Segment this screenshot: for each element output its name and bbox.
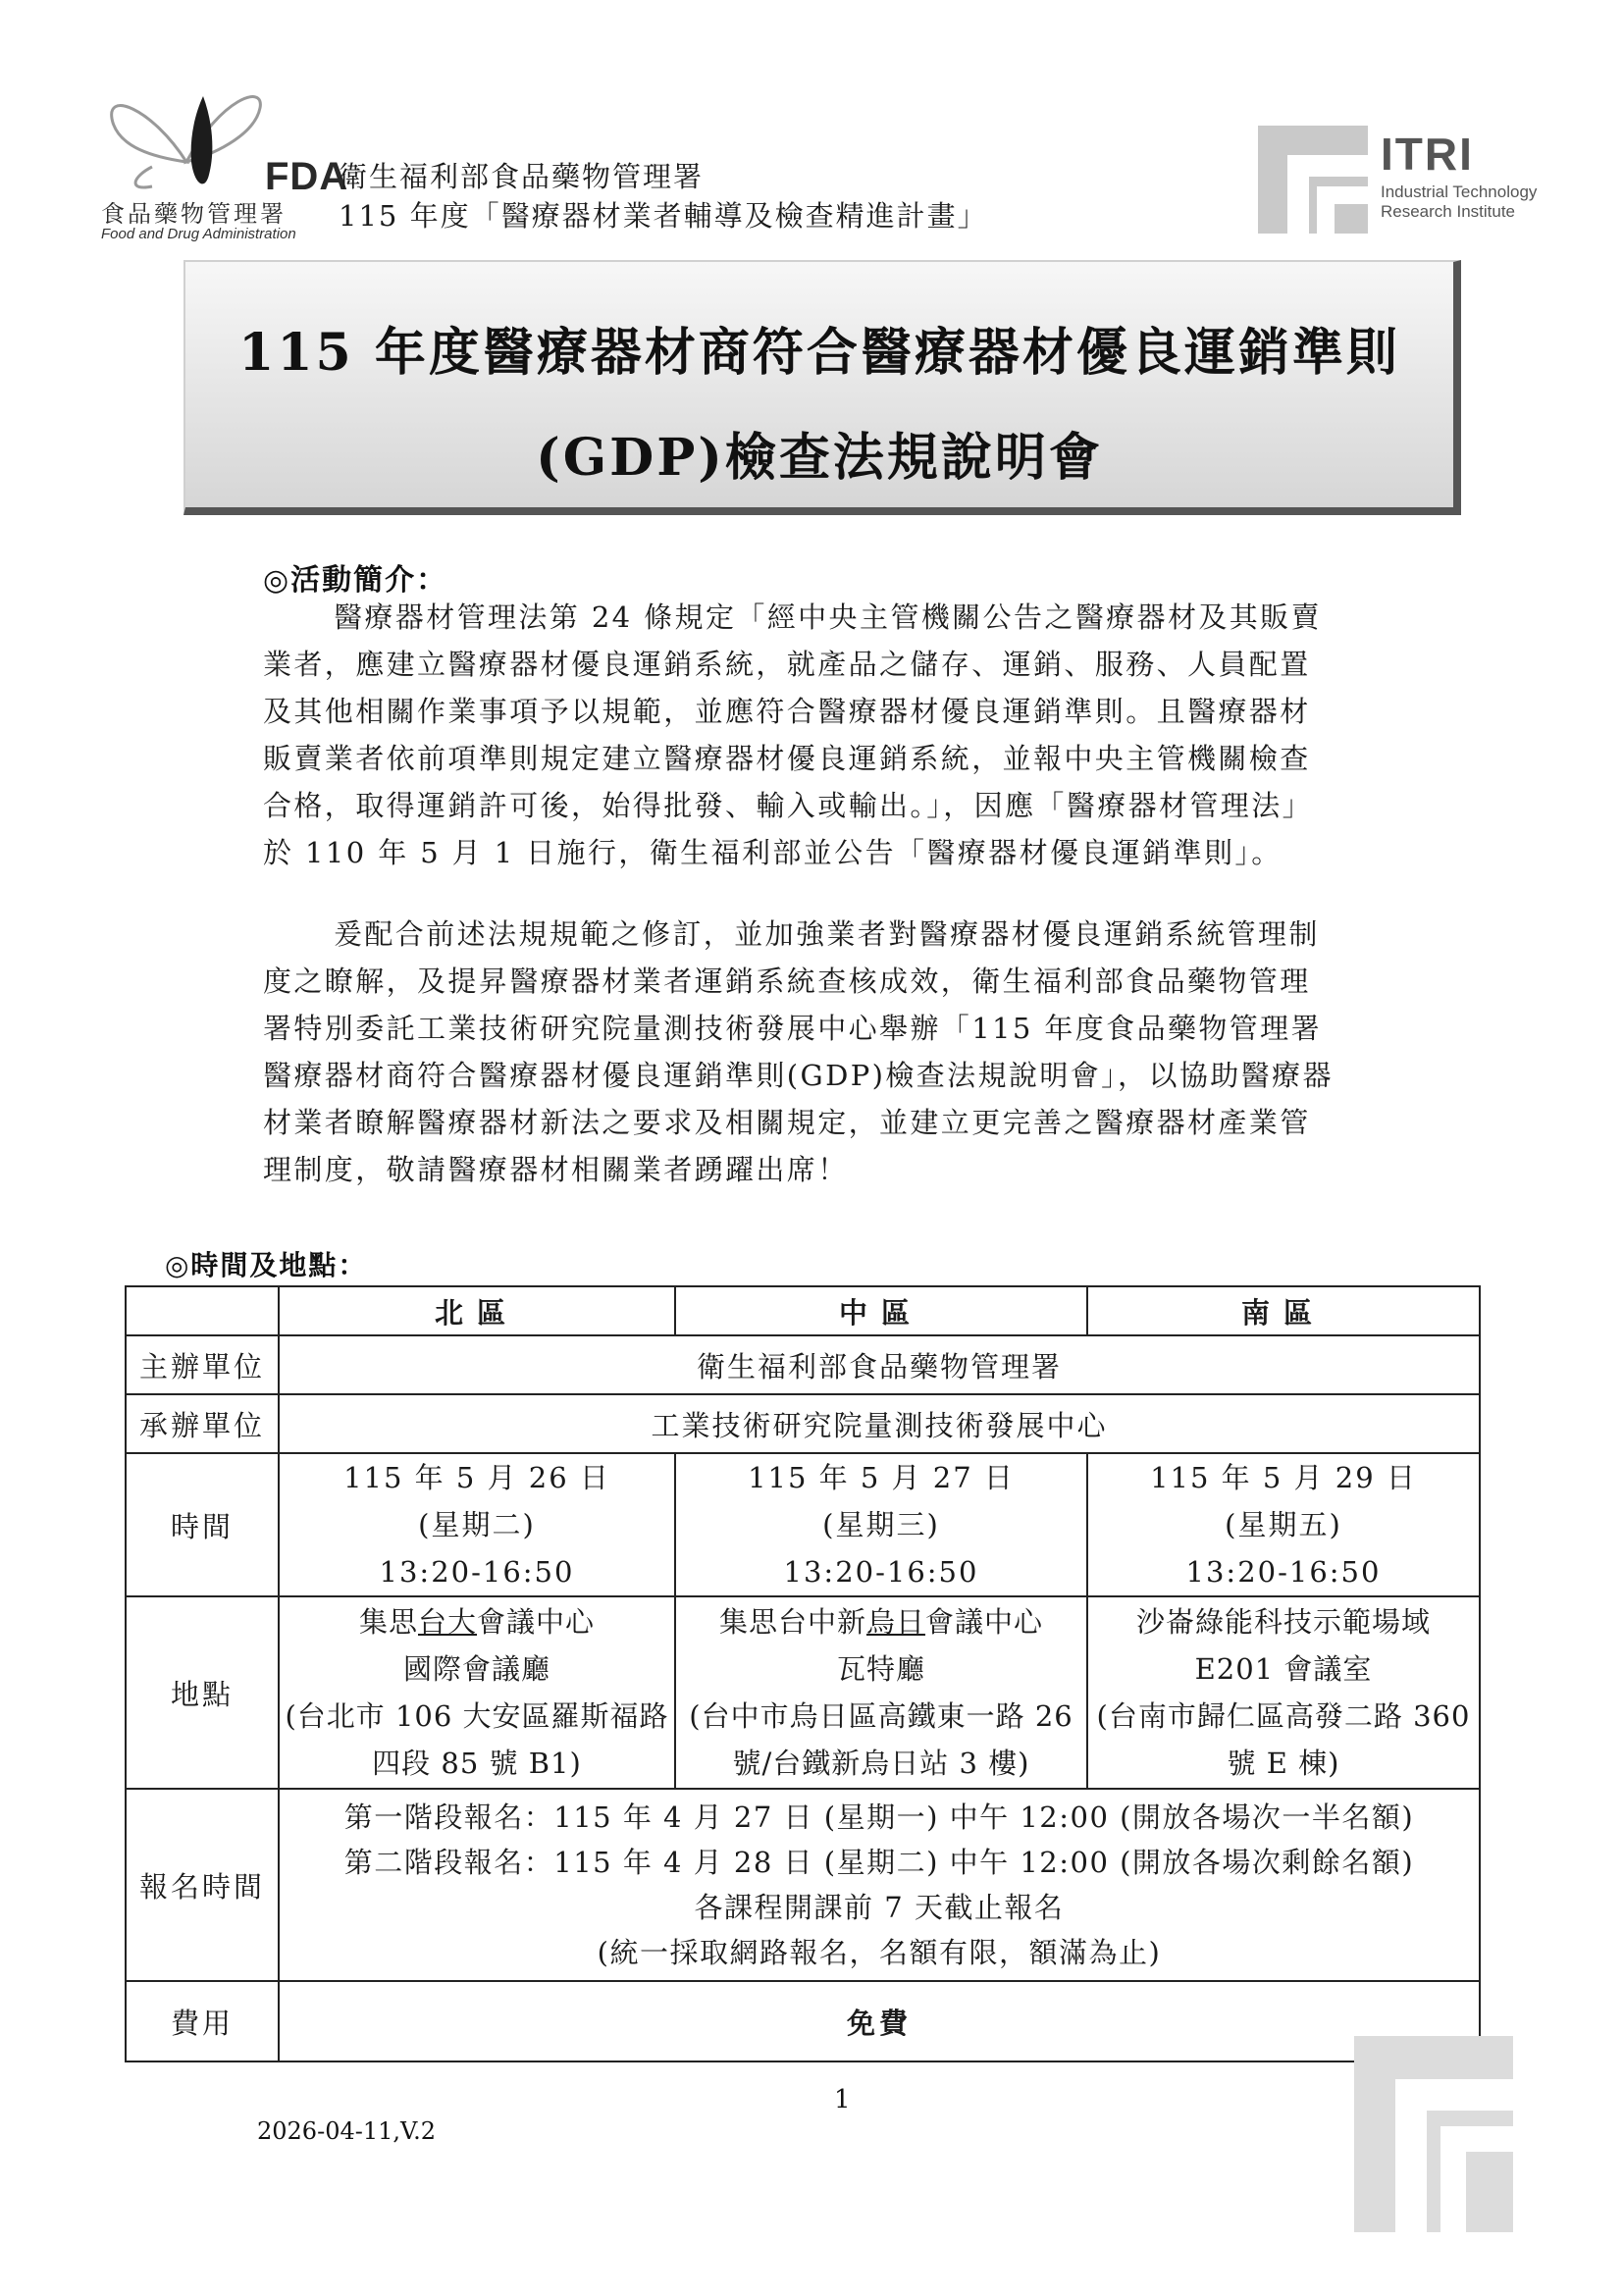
paragraph-line: 醫療器材商符合醫療器材優良運銷準則(GDP)檢查法規說明會」，以協助醫療器 [263, 1059, 1334, 1092]
venue: 集思台大會議中心 [358, 1605, 596, 1639]
venue: 沙崙綠能科技示範場域 [1135, 1605, 1431, 1639]
organizer-value: 衛生福利部食品藥物管理署 [279, 1335, 1480, 1394]
table-row-time [126, 1453, 1480, 1596]
location-south [1087, 1596, 1480, 1789]
weekday: (星期五) [1225, 1508, 1342, 1541]
paragraph-line: 販賣業者依前項準則規定建立醫療器材優良運銷系統，並報中央主管機關檢查 [263, 742, 1311, 775]
table-corner-cell [126, 1286, 279, 1335]
header-agency-block [339, 157, 988, 235]
fda-logo-mark: FDA [265, 155, 349, 198]
table-row-organizer [126, 1335, 1480, 1394]
itri-watermark-icon [1354, 2036, 1513, 2232]
title-banner [183, 260, 1461, 515]
hours: 13:20-16:50 [1185, 1555, 1382, 1589]
room: E201 會議室 [1194, 1652, 1373, 1686]
paragraph-line: 及其他相關作業事項予以規範，並應符合醫療器材優良運銷準則。且醫療器材 [263, 695, 1311, 728]
address-line: (台北市 106 大安區羅斯福路 [285, 1699, 669, 1733]
fda-logo [93, 69, 349, 255]
address-line: 四段 85 號 B1) [372, 1747, 582, 1780]
fee-value: 免費 [279, 1981, 1480, 2061]
table-header-row [126, 1286, 1480, 1335]
schedule-table [125, 1285, 1481, 2062]
table-row-location [126, 1596, 1480, 1789]
fda-logo-name-cn: 食品藥物管理署 [101, 200, 287, 228]
itri-logo [1258, 126, 1552, 234]
location-central [675, 1596, 1087, 1789]
table-row-fee [126, 1981, 1480, 2061]
paragraph-line: 材業者瞭解醫療器材新法之要求及相關規定，並建立更完善之醫療器材產業管 [263, 1106, 1311, 1139]
room: 瓦特廳 [836, 1652, 925, 1686]
paragraph-line: 合格，取得運銷許可後，始得批發、輸入或輸出。」，因應「醫療器材管理法」 [263, 789, 1314, 822]
address-line: (台中市烏日區高鐵東一路 26 [689, 1699, 1073, 1733]
date: 115 年 5 月 27 日 [748, 1461, 1015, 1494]
venue: 集思台中新烏日會議中心 [718, 1605, 1044, 1639]
registration-line: 第二階段報名：115 年 4 月 28 日 (星期二) 中午 12:00 (開放各場次剩餘名額) [343, 1846, 1415, 1879]
row-label-registration: 報名時間 [126, 1789, 279, 1981]
row-label-time: 時間 [126, 1453, 279, 1596]
address-line: (台南市歸仁區高發二路 360 [1096, 1699, 1471, 1733]
room: 國際會議廳 [402, 1652, 550, 1686]
row-label-organizer: 主辦單位 [126, 1335, 279, 1394]
table-row-co-organizer [126, 1394, 1480, 1453]
row-label-fee: 費用 [126, 1981, 279, 2061]
paragraph-line: 度之瞭解，及提昇醫療器材業者運銷系統查核成效，衛生福利部食品藥物管理 [263, 965, 1311, 998]
hours: 13:20-16:50 [783, 1555, 979, 1589]
column-north: 北區 [279, 1286, 675, 1335]
itri-mark-icon [1258, 126, 1368, 234]
itri-logo-name: ITRI [1381, 129, 1474, 180]
fda-logo-name-en: Food and Drug Administration [101, 226, 296, 242]
version-stamp: 2026-04-11,V.2 [257, 2117, 437, 2145]
butterfly-taiwan-icon [93, 69, 270, 196]
schedule-heading: ◎時間及地點： [165, 1249, 368, 1281]
time-south [1087, 1453, 1480, 1596]
date: 115 年 5 月 26 日 [343, 1461, 610, 1494]
paragraph-line: 爰配合前述法規規範之修訂，並加強業者對醫療器材優良運銷系統管理制 [334, 917, 1320, 951]
registration-line: (統一採取網路報名，名額有限，額滿為止) [597, 1936, 1162, 1969]
agency-name: 衛生福利部食品藥物管理署 [339, 160, 705, 193]
column-south: 南區 [1087, 1286, 1480, 1335]
intro-heading: ◎活動簡介： [263, 563, 448, 598]
itri-logo-subtitle: Industrial Technology Research Institute [1381, 183, 1538, 221]
time-north [279, 1453, 675, 1596]
registration-details [279, 1789, 1480, 1981]
row-label-co-organizer: 承辦單位 [126, 1394, 279, 1453]
weekday: (星期三) [822, 1508, 940, 1541]
paragraph-line: 於 110 年 5 月 1 日施行，衛生福利部並公告「醫療器材優良運銷準則」。 [263, 836, 1283, 869]
table-row-registration [126, 1789, 1480, 1981]
paragraph-line: 業者，應建立醫療器材優良運銷系統，就產品之儲存、運銷、服務、人員配置 [263, 648, 1311, 681]
address-line: 號 E 棟) [1227, 1747, 1340, 1780]
registration-line: 各課程開課前 7 天截止報名 [694, 1891, 1065, 1924]
address-line: 號/台鐵新烏日站 3 樓) [732, 1747, 1030, 1780]
page-title-line1: 115 年度醫療器材商符合醫療器材優良運銷準則 [238, 323, 1400, 383]
intro-paragraph-2 [263, 911, 1433, 1193]
column-central: 中區 [675, 1286, 1087, 1335]
row-label-location: 地點 [126, 1596, 279, 1789]
date: 115 年 5 月 29 日 [1150, 1461, 1417, 1494]
page-title-line2: (GDP)檢查法規說明會 [536, 428, 1103, 488]
page-number: 1 [834, 2085, 851, 2114]
paragraph-line: 署特別委託工業技術研究院量測技術發展中心舉辦「115 年度食品藥物管理署 [263, 1012, 1322, 1045]
program-name: 115 年度「醫療器材業者輔導及檢查精進計畫」 [339, 199, 988, 233]
paragraph-line: 醫療器材管理法第 24 條規定「經中央主管機關公告之醫療器材及其販賣 [334, 600, 1322, 634]
paragraph-line: 理制度，敬請醫療器材相關業者踴躍出席！ [263, 1153, 849, 1186]
registration-line: 第一階段報名：115 年 4 月 27 日 (星期一) 中午 12:00 (開放各場次一半名額) [343, 1800, 1415, 1834]
location-north [279, 1596, 675, 1789]
time-central [675, 1453, 1087, 1596]
co-organizer-value: 工業技術研究院量測技術發展中心 [279, 1394, 1480, 1453]
intro-paragraph-1 [263, 594, 1433, 876]
hours: 13:20-16:50 [379, 1555, 575, 1589]
weekday: (星期二) [418, 1508, 536, 1541]
